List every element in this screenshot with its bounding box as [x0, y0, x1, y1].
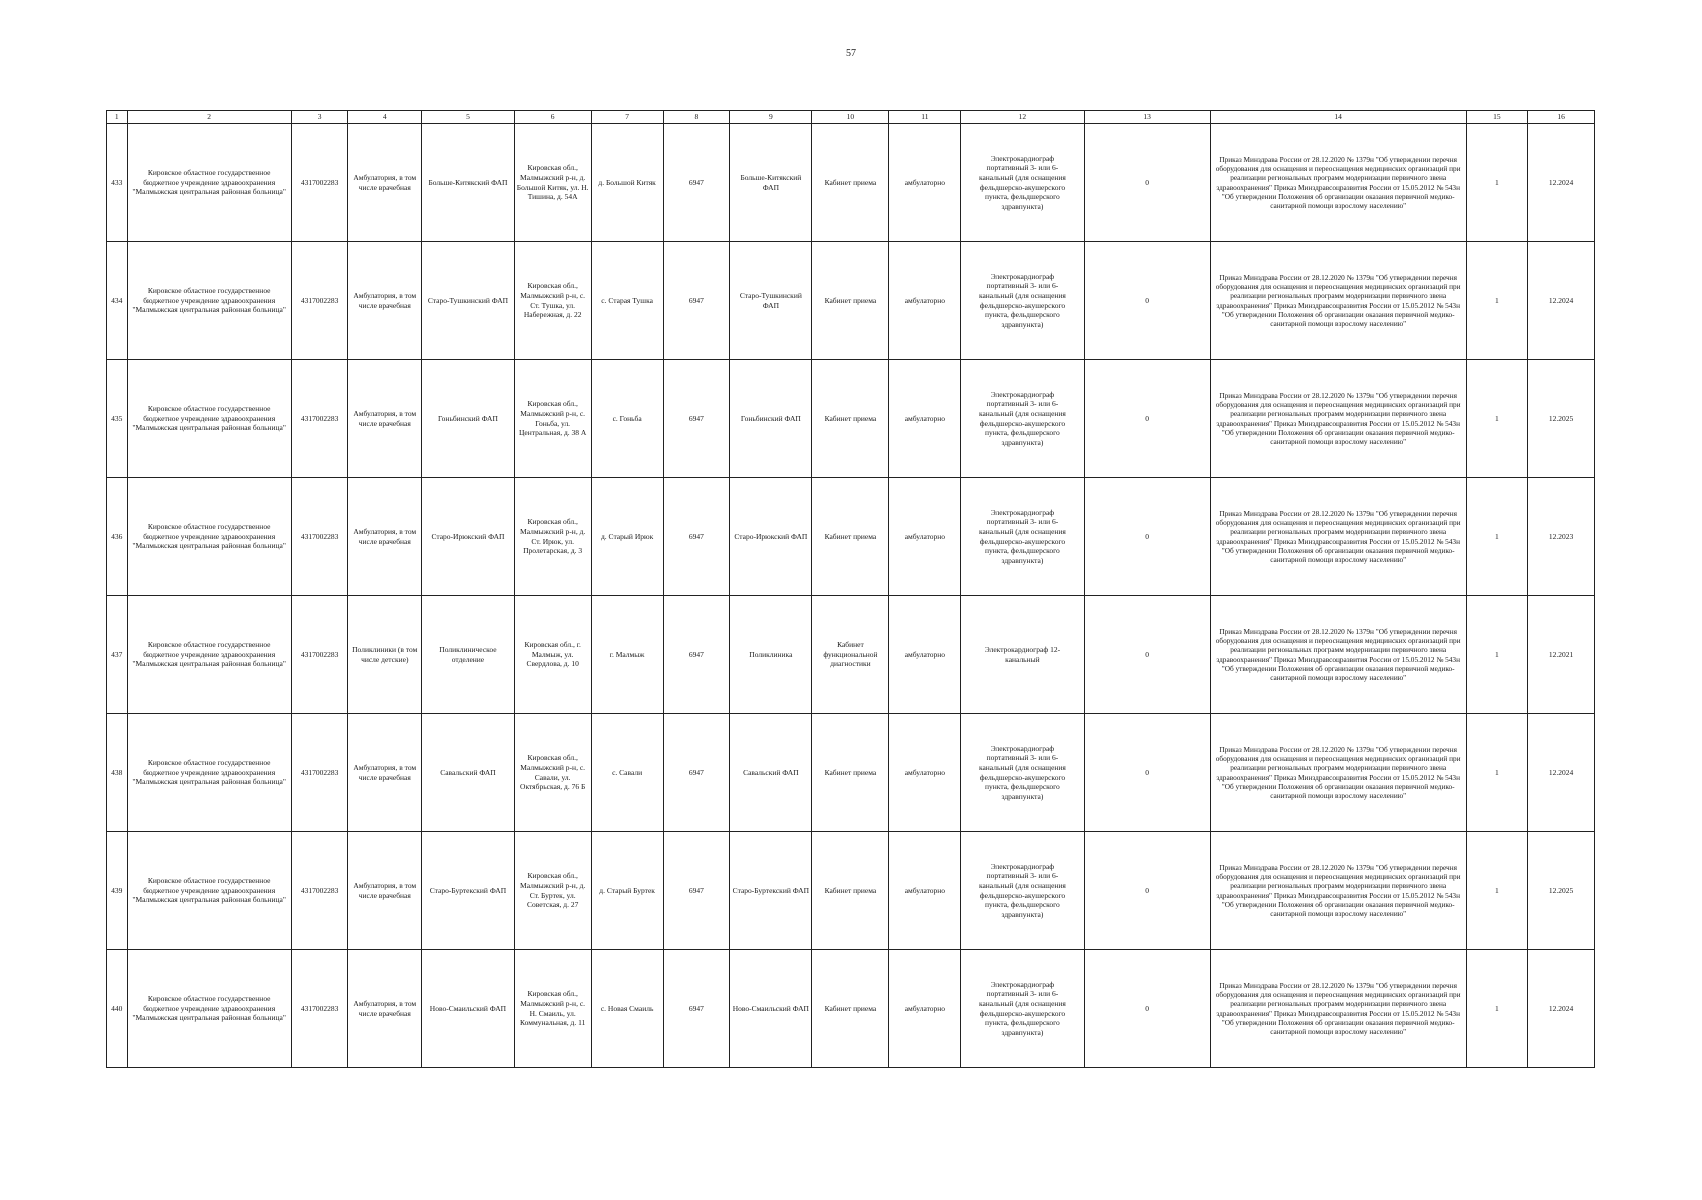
column-header: 10 — [812, 111, 889, 124]
table-row — [107, 832, 1595, 950]
structural-unit-cell: Больше-Китякский ФАП — [422, 124, 514, 242]
column-header: 2 — [127, 111, 291, 124]
available-quantity-cell: 0 — [1084, 242, 1210, 360]
oktmo-code-cell: 6947 — [663, 124, 730, 242]
subunit-name-cell: Поликлиника — [730, 596, 812, 714]
delivery-date-cell: 12.2024 — [1528, 950, 1595, 1068]
facility-type-cell: Амбулатория, в том числе врачебная — [348, 124, 422, 242]
structural-unit-cell: Савальский ФАП — [422, 714, 514, 832]
organization-name-cell: Кировское областное государственное бюджетное учреждение здравоохранения "Малмыжская центральная районная больница" — [127, 596, 291, 714]
subunit-name-cell: Старо-Буртекский ФАП — [730, 832, 812, 950]
oktmo-code-cell: 6947 — [663, 242, 730, 360]
column-header: 3 — [291, 111, 347, 124]
care-form-cell: амбулаторно — [889, 596, 961, 714]
table-row — [107, 596, 1595, 714]
care-form-cell: амбулаторно — [889, 714, 961, 832]
facility-type-cell: Амбулатория, в том числе врачебная — [348, 832, 422, 950]
organization-name-cell: Кировское областное государственное бюджетное учреждение здравоохранения "Малмыжская центральная районная больница" — [127, 714, 291, 832]
regulation-order-cell: Приказ Минздрава России от 28.12.2020 № 1379н "Об утверждении перечня оборудования для оснащения и переоснащения медицинских организаций при реализации региональных программ модернизации первичного звена здравоохранения" Приказ Минздравсоцразвития России от 15.05.2012 № 543н "Об утверждении Положения об организации оказания первичной медико-санитарной помощи взрослому населению" — [1210, 242, 1466, 360]
structural-unit-cell: Старо-Тушкинский ФАП — [422, 242, 514, 360]
available-quantity-cell: 0 — [1084, 950, 1210, 1068]
regulation-order-cell: Приказ Минздрава России от 28.12.2020 № 1379н "Об утверждении перечня оборудования для оснащения и переоснащения медицинских организаций при реализации региональных программ модернизации первичного звена здравоохранения" Приказ Минздравсоцразвития России от 15.05.2012 № 543н "Об утверждении Положения об организации оказания первичной медико-санитарной помощи взрослому населению" — [1210, 714, 1466, 832]
regulation-order-cell: Приказ Минздрава России от 28.12.2020 № 1379н "Об утверждении перечня оборудования для оснащения и переоснащения медицинских организаций при реализации региональных программ модернизации первичного звена здравоохранения" Приказ Минздравсоцразвития России от 15.05.2012 № 543н "Об утверждении Положения об организации оказания первичной медико-санитарной помощи взрослому населению" — [1210, 360, 1466, 478]
available-quantity-cell: 0 — [1084, 832, 1210, 950]
available-quantity-cell: 0 — [1084, 596, 1210, 714]
subunit-name-cell: Савальский ФАП — [730, 714, 812, 832]
room-name-cell: Кабинет приема — [812, 124, 889, 242]
care-form-cell: амбулаторно — [889, 950, 961, 1068]
care-form-cell: амбулаторно — [889, 832, 961, 950]
inn-code-cell: 4317002283 — [291, 950, 347, 1068]
room-name-cell: Кабинет приема — [812, 360, 889, 478]
address-cell: Кировская обл., г. Малмыж, ул. Свердлова, д. 10 — [514, 596, 591, 714]
delivery-date-cell: 12.2025 — [1528, 832, 1595, 950]
delivery-date-cell: 12.2024 — [1528, 124, 1595, 242]
structural-unit-cell: Гоньбинский ФАП — [422, 360, 514, 478]
structural-unit-cell: Ново-Смаильский ФАП — [422, 950, 514, 1068]
address-cell: Кировская обл., Малмыжский р-н, с. Ст. Тушка, ул. Набережная, д. 22 — [514, 242, 591, 360]
column-header: 15 — [1466, 111, 1528, 124]
row-number-cell: 439 — [107, 832, 128, 950]
delivery-date-cell: 12.2021 — [1528, 596, 1595, 714]
equipment-name-cell: Электрокардиограф портативный 3- или 6-канальный (для оснащения фельдшерско-акушерского пункта, фельдшерского здравпункта) — [961, 242, 1084, 360]
facility-type-cell: Амбулатория, в том числе врачебная — [348, 360, 422, 478]
oktmo-code-cell: 6947 — [663, 832, 730, 950]
delivery-date-cell: 12.2024 — [1528, 242, 1595, 360]
locality-cell: с. Савали — [591, 714, 663, 832]
delivery-date-cell: 12.2023 — [1528, 478, 1595, 596]
page-number: 57 — [846, 48, 856, 59]
equipment-name-cell: Электрокардиограф портативный 3- или 6-канальный (для оснащения фельдшерско-акушерского пункта, фельдшерского здравпункта) — [961, 832, 1084, 950]
oktmo-code-cell: 6947 — [663, 360, 730, 478]
column-header: 8 — [663, 111, 730, 124]
locality-cell: д. Старый Буртек — [591, 832, 663, 950]
row-number-cell: 438 — [107, 714, 128, 832]
address-cell: Кировская обл., Малмыжский р-н, с. Гоньба, ул. Центральная, д. 38 А — [514, 360, 591, 478]
organization-name-cell: Кировское областное государственное бюджетное учреждение здравоохранения "Малмыжская центральная районная больница" — [127, 832, 291, 950]
organization-name-cell: Кировское областное государственное бюджетное учреждение здравоохранения "Малмыжская центральная районная больница" — [127, 360, 291, 478]
locality-cell: с. Новая Смаиль — [591, 950, 663, 1068]
column-header: 6 — [514, 111, 591, 124]
table-body — [107, 124, 1595, 1068]
table-row — [107, 242, 1595, 360]
available-quantity-cell: 0 — [1084, 360, 1210, 478]
equipment-name-cell: Электрокардиограф портативный 3- или 6-канальный (для оснащения фельдшерско-акушерского пункта, фельдшерского здравпункта) — [961, 124, 1084, 242]
structural-unit-cell: Старо-Ирюкский ФАП — [422, 478, 514, 596]
required-quantity-cell: 1 — [1466, 360, 1528, 478]
column-header: 11 — [889, 111, 961, 124]
column-header: 13 — [1084, 111, 1210, 124]
care-form-cell: амбулаторно — [889, 242, 961, 360]
row-number-cell: 436 — [107, 478, 128, 596]
equipment-name-cell: Электрокардиограф 12-канальный — [961, 596, 1084, 714]
facility-type-cell: Амбулатория, в том числе врачебная — [348, 714, 422, 832]
locality-cell: г. Малмыж — [591, 596, 663, 714]
column-header: 12 — [961, 111, 1084, 124]
column-header: 4 — [348, 111, 422, 124]
care-form-cell: амбулаторно — [889, 478, 961, 596]
locality-cell: д. Большой Китяк — [591, 124, 663, 242]
regulation-order-cell: Приказ Минздрава России от 28.12.2020 № 1379н "Об утверждении перечня оборудования для оснащения и переоснащения медицинских организаций при реализации региональных программ модернизации первичного звена здравоохранения" Приказ Минздравсоцразвития России от 15.05.2012 № 543н "Об утверждении Положения об организации оказания первичной медико-санитарной помощи взрослому населению" — [1210, 124, 1466, 242]
table-row — [107, 478, 1595, 596]
required-quantity-cell: 1 — [1466, 714, 1528, 832]
column-header: 1 — [107, 111, 128, 124]
locality-cell: д. Старый Ирюк — [591, 478, 663, 596]
column-header: 16 — [1528, 111, 1595, 124]
room-name-cell: Кабинет приема — [812, 242, 889, 360]
inn-code-cell: 4317002283 — [291, 596, 347, 714]
structural-unit-cell: Поликлиническое отделение — [422, 596, 514, 714]
required-quantity-cell: 1 — [1466, 950, 1528, 1068]
organization-name-cell: Кировское областное государственное бюджетное учреждение здравоохранения "Малмыжская центральная районная больница" — [127, 124, 291, 242]
table-row — [107, 124, 1595, 242]
table-row — [107, 360, 1595, 478]
delivery-date-cell: 12.2024 — [1528, 714, 1595, 832]
subunit-name-cell: Ново-Смаильский ФАП — [730, 950, 812, 1068]
row-number-cell: 440 — [107, 950, 128, 1068]
inn-code-cell: 4317002283 — [291, 124, 347, 242]
subunit-name-cell: Гоньбинский ФАП — [730, 360, 812, 478]
available-quantity-cell: 0 — [1084, 714, 1210, 832]
address-cell: Кировская обл., Малмыжский р-н, д. Ст. Ирюк, ул. Пролетарская, д. 3 — [514, 478, 591, 596]
inn-code-cell: 4317002283 — [291, 714, 347, 832]
required-quantity-cell: 1 — [1466, 478, 1528, 596]
inn-code-cell: 4317002283 — [291, 242, 347, 360]
regulation-order-cell: Приказ Минздрава России от 28.12.2020 № 1379н "Об утверждении перечня оборудования для оснащения и переоснащения медицинских организаций при реализации региональных программ модернизации первичного звена здравоохранения" Приказ Минздравсоцразвития России от 15.05.2012 № 543н "Об утверждении Положения об организации оказания первичной медико-санитарной помощи взрослому населению" — [1210, 832, 1466, 950]
oktmo-code-cell: 6947 — [663, 714, 730, 832]
required-quantity-cell: 1 — [1466, 832, 1528, 950]
address-cell: Кировская обл., Малмыжский р-н, с. Н. Смаиль, ул. Коммунальная, д. 11 — [514, 950, 591, 1068]
address-cell: Кировская обл., Малмыжский р-н, д. Ст. Буртек, ул. Советская, д. 27 — [514, 832, 591, 950]
delivery-date-cell: 12.2025 — [1528, 360, 1595, 478]
room-name-cell: Кабинет приема — [812, 950, 889, 1068]
inn-code-cell: 4317002283 — [291, 478, 347, 596]
care-form-cell: амбулаторно — [889, 124, 961, 242]
care-form-cell: амбулаторно — [889, 360, 961, 478]
oktmo-code-cell: 6947 — [663, 478, 730, 596]
room-name-cell: Кабинет приема — [812, 478, 889, 596]
column-header: 14 — [1210, 111, 1466, 124]
structural-unit-cell: Старо-Буртекский ФАП — [422, 832, 514, 950]
equipment-registry-table — [106, 110, 1595, 1068]
required-quantity-cell: 1 — [1466, 124, 1528, 242]
column-header: 9 — [730, 111, 812, 124]
address-cell: Кировская обл., Малмыжский р-н, д. Большой Китяк, ул. Н. Тишина, д. 54А — [514, 124, 591, 242]
regulation-order-cell: Приказ Минздрава России от 28.12.2020 № 1379н "Об утверждении перечня оборудования для оснащения и переоснащения медицинских организаций при реализации региональных программ модернизации первичного звена здравоохранения" Приказ Минздравсоцразвития России от 15.05.2012 № 543н "Об утверждении Положения об организации оказания первичной медико-санитарной помощи взрослому населению" — [1210, 478, 1466, 596]
facility-type-cell: Амбулатория, в том числе врачебная — [348, 950, 422, 1068]
row-number-cell: 435 — [107, 360, 128, 478]
column-header: 7 — [591, 111, 663, 124]
oktmo-code-cell: 6947 — [663, 596, 730, 714]
row-number-cell: 437 — [107, 596, 128, 714]
locality-cell: с. Гоньба — [591, 360, 663, 478]
organization-name-cell: Кировское областное государственное бюджетное учреждение здравоохранения "Малмыжская центральная районная больница" — [127, 950, 291, 1068]
inn-code-cell: 4317002283 — [291, 832, 347, 950]
facility-type-cell: Поликлиники (в том числе детские) — [348, 596, 422, 714]
oktmo-code-cell: 6947 — [663, 950, 730, 1068]
address-cell: Кировская обл., Малмыжский р-н, с. Савали, ул. Октябрьская, д. 76 Б — [514, 714, 591, 832]
regulation-order-cell: Приказ Минздрава России от 28.12.2020 № 1379н "Об утверждении перечня оборудования для оснащения и переоснащения медицинских организаций при реализации региональных программ модернизации первичного звена здравоохранения" Приказ Минздравсоцразвития России от 15.05.2012 № 543н "Об утверждении Положения об организации оказания первичной медико-санитарной помощи взрослому населению" — [1210, 596, 1466, 714]
table-row — [107, 714, 1595, 832]
room-name-cell: Кабинет приема — [812, 832, 889, 950]
row-number-cell: 434 — [107, 242, 128, 360]
required-quantity-cell: 1 — [1466, 596, 1528, 714]
equipment-name-cell: Электрокардиограф портативный 3- или 6-канальный (для оснащения фельдшерско-акушерского пункта, фельдшерского здравпункта) — [961, 714, 1084, 832]
table-row — [107, 950, 1595, 1068]
organization-name-cell: Кировское областное государственное бюджетное учреждение здравоохранения "Малмыжская центральная районная больница" — [127, 242, 291, 360]
available-quantity-cell: 0 — [1084, 124, 1210, 242]
row-number-cell: 433 — [107, 124, 128, 242]
organization-name-cell: Кировское областное государственное бюджетное учреждение здравоохранения "Малмыжская центральная районная больница" — [127, 478, 291, 596]
locality-cell: с. Старая Тушка — [591, 242, 663, 360]
subunit-name-cell: Старо-Ирюкский ФАП — [730, 478, 812, 596]
regulation-order-cell: Приказ Минздрава России от 28.12.2020 № 1379н "Об утверждении перечня оборудования для оснащения и переоснащения медицинских организаций при реализации региональных программ модернизации первичного звена здравоохранения" Приказ Минздравсоцразвития России от 15.05.2012 № 543н "Об утверждении Положения об организации оказания первичной медико-санитарной помощи взрослому населению" — [1210, 950, 1466, 1068]
equipment-name-cell: Электрокардиограф портативный 3- или 6-канальный (для оснащения фельдшерско-акушерского пункта, фельдшерского здравпункта) — [961, 478, 1084, 596]
equipment-name-cell: Электрокардиограф портативный 3- или 6-канальный (для оснащения фельдшерско-акушерского пункта, фельдшерского здравпункта) — [961, 950, 1084, 1068]
room-name-cell: Кабинет функциональной диагностики — [812, 596, 889, 714]
required-quantity-cell: 1 — [1466, 242, 1528, 360]
table-header-row — [107, 111, 1595, 124]
available-quantity-cell: 0 — [1084, 478, 1210, 596]
facility-type-cell: Амбулатория, в том числе врачебная — [348, 478, 422, 596]
column-header: 5 — [422, 111, 514, 124]
subunit-name-cell: Больше-Китякский ФАП — [730, 124, 812, 242]
facility-type-cell: Амбулатория, в том числе врачебная — [348, 242, 422, 360]
equipment-name-cell: Электрокардиограф портативный 3- или 6-канальный (для оснащения фельдшерско-акушерского пункта, фельдшерского здравпункта) — [961, 360, 1084, 478]
room-name-cell: Кабинет приема — [812, 714, 889, 832]
inn-code-cell: 4317002283 — [291, 360, 347, 478]
subunit-name-cell: Старо-Тушкинский ФАП — [730, 242, 812, 360]
